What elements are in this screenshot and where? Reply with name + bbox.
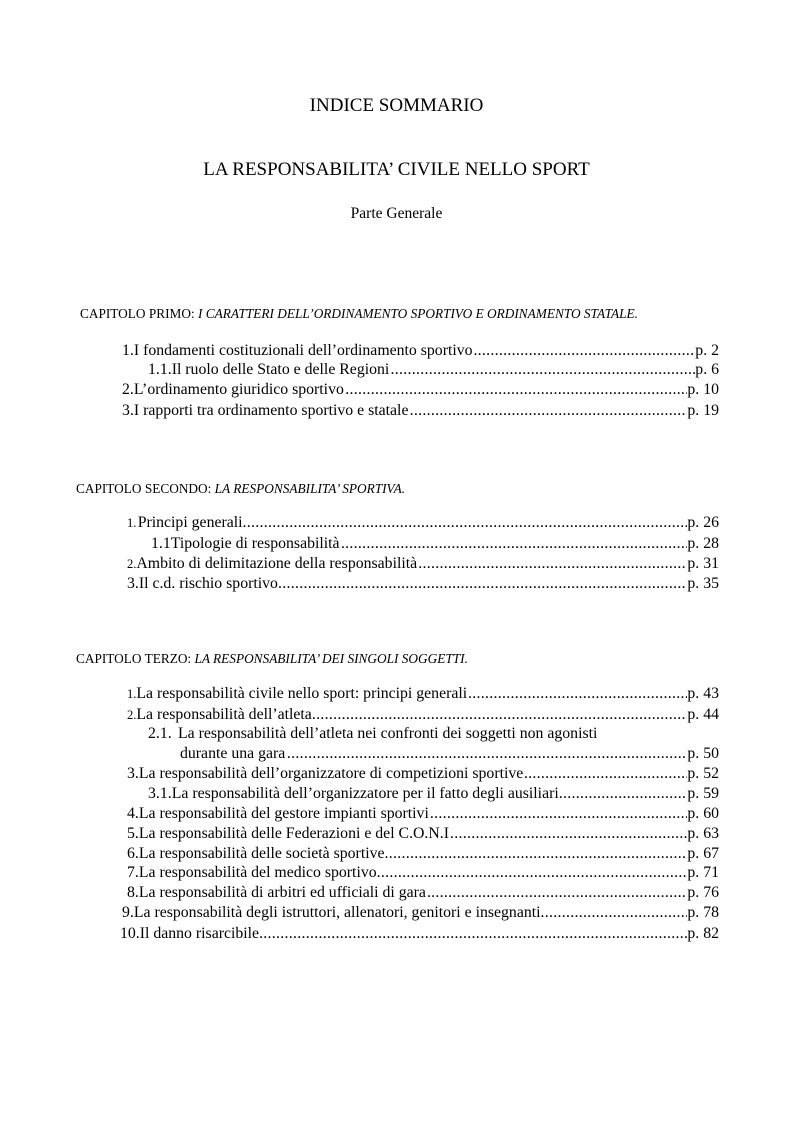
toc-entry[interactable] [120,924,719,944]
entry-page: p. 82 [687,925,719,942]
entry-number: 1.1 [151,535,171,552]
toc-entry[interactable] [127,705,719,725]
dot-leader [468,684,687,704]
entry-number: 3. [122,402,134,419]
toc-entry[interactable] [127,824,719,844]
entry-text: L’ordinamento giuridico sportivo [133,381,344,398]
dot-leader [541,903,688,923]
dot-leader [278,574,687,594]
toc-entry[interactable] [122,341,719,361]
chapter-title: LA RESPONSABILITA’ SPORTIVA. [214,481,406,496]
dot-leader [427,883,687,903]
toc-entry[interactable] [127,804,719,824]
entry-number: 5. [127,825,139,842]
entry-page: p. 44 [687,706,719,723]
entry-text: Principi generali [137,514,243,531]
entry-page: p. 31 [687,555,719,572]
dot-leader [391,360,696,380]
entry-number: 8. [127,884,139,901]
entry-number: 2. [122,381,134,398]
entry-page: p. 43 [687,685,719,702]
dot-leader [430,804,688,824]
entry-number: 2.1. [148,725,172,742]
entry-page: p. 26 [687,514,719,531]
dot-leader [450,824,687,844]
dot-leader [559,784,688,804]
toc-entry[interactable] [122,401,719,421]
entry-text: I fondamenti costituzionali dell’ordinamento sportivo [133,342,473,359]
entry-page: p. 78 [687,904,719,921]
entry-text: La responsabilità dell’atleta nei confronti dei soggetti non agonisti [178,725,598,742]
dot-leader [259,924,687,944]
dot-leader [243,513,688,533]
chapter-title: I CARATTERI DELL’ORDINAMENTO SPORTIVO E ORDINAMENTO STATALE. [197,306,638,321]
chapter-heading [76,651,468,667]
entry-number: 3.1. [148,785,172,802]
document-title: LA RESPONSABILITA’ CIVILE NELLO SPORT [203,159,590,180]
entry-page: p. 2 [695,342,719,359]
toc-entry[interactable] [122,903,719,923]
entry-page: p. 19 [687,402,719,419]
entry-number: 3. [127,765,139,782]
entry-page: p. 71 [687,864,719,881]
entry-text: Ambito di delimitazione della responsabilità [136,555,418,572]
dot-leader [385,844,688,864]
toc-entry[interactable] [127,554,719,574]
entry-number: 2. [127,557,137,571]
toc-entry[interactable] [122,380,719,400]
entry-number: 1. [127,516,137,530]
dot-leader [473,341,695,361]
entry-number: 9. [122,904,134,921]
entry-text: La responsabilità dell’organizzatore di competizioni sportive [138,765,524,782]
chapter-heading [80,306,638,322]
part-label: Parte Generale [350,205,443,222]
entry-number: 1.1. [148,361,172,378]
toc-entry[interactable] [127,574,719,594]
toc-entry[interactable] [151,534,719,554]
toc-entry[interactable] [148,724,597,744]
entry-page: p. 63 [687,825,719,842]
entry-text: La responsabilità delle Federazioni e del C.O.N.I [138,825,449,842]
entry-page: p. 67 [687,845,719,862]
entry-text: La responsabilità civile nello sport: principi generali [136,685,468,702]
entry-page: p. 59 [687,785,719,802]
entry-text: Il c.d. rischio sportivo [138,575,278,592]
toc-entry[interactable] [127,883,719,903]
entry-number: 1. [122,342,134,359]
entry-text: Tipologie di responsabilità [170,535,340,552]
toc-entry[interactable] [127,513,719,533]
toc-entry[interactable] [148,784,719,804]
toc-entry[interactable] [127,764,719,784]
entry-page: p. 28 [687,535,719,552]
entry-text: La responsabilità del gestore impianti sportivi [138,805,429,822]
entry-page: p. 60 [687,805,719,822]
entry-number: 1. [127,687,137,701]
entry-page: p. 6 [695,361,719,378]
entry-text: Il ruolo delle Stato e delle Regioni [171,361,390,378]
chapter-label: CAPITOLO PRIMO: [80,306,198,321]
chapter-title: LA RESPONSABILITA’ DEI SINGOLI SOGGETTI. [194,651,468,666]
entry-text: La responsabilità dell’atleta [136,706,312,723]
entry-number: 2. [127,708,137,722]
entry-text: La responsabilità degli istruttori, allenatori, genitori e insegnanti [133,904,541,921]
entry-text: La responsabilità delle società sportive [138,845,385,862]
toc-entry[interactable] [127,863,719,883]
toc-entry[interactable] [180,744,719,764]
entry-text: La responsabilità del medico sportivo [138,864,377,881]
dot-leader [341,534,687,554]
chapter-heading [76,481,405,497]
entry-number: 3. [127,575,139,592]
toc-entry[interactable] [127,844,719,864]
entry-page: p. 50 [687,745,719,762]
entry-text: La responsabilità dell’organizzatore per il fatto degli ausiliari [171,785,559,802]
entry-text: durante una gara [180,745,286,762]
dot-leader [377,863,688,883]
entry-page: p. 52 [687,765,719,782]
entry-text: La responsabilità di arbitri ed ufficiali di gara [138,884,426,901]
entry-number: 6. [127,845,139,862]
entry-text: Il danno risarcibile [139,925,260,942]
dot-leader [287,744,688,764]
index-heading: INDICE SOMMARIO [309,95,484,116]
dot-leader [345,380,687,400]
entry-page: p. 10 [687,381,719,398]
entry-number: 10. [120,925,140,942]
entry-number: 7. [127,864,139,881]
toc-entry[interactable] [127,684,719,704]
chapter-label: CAPITOLO TERZO: [76,651,195,666]
chapter-label: CAPITOLO SECONDO: [76,481,215,496]
dot-leader [524,764,687,784]
entry-page: p. 35 [687,575,719,592]
dot-leader [410,401,688,421]
entry-number: 4. [127,805,139,822]
dot-leader [418,554,687,574]
entry-text: I rapporti tra ordinamento sportivo e statale [133,402,409,419]
dot-leader [312,705,688,725]
entry-page: p. 76 [687,884,719,901]
toc-entry[interactable] [148,360,719,380]
